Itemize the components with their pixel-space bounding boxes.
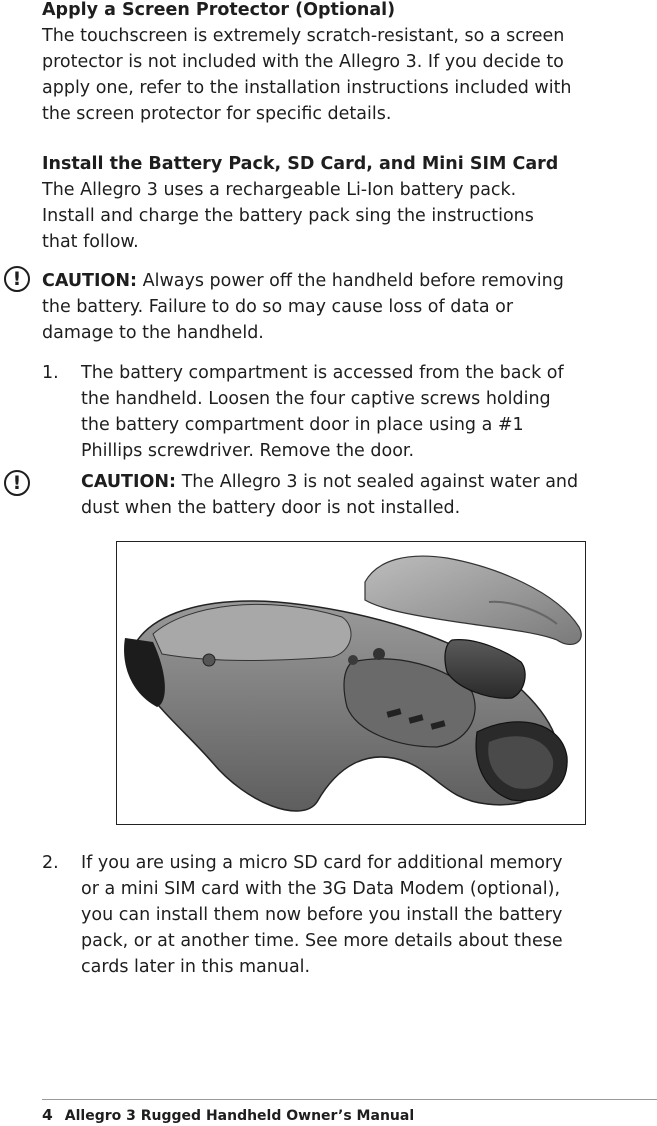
paragraph-line: that follow.	[42, 232, 139, 252]
step-1-text	[81, 360, 653, 464]
paragraph-line: Install and charge the battery pack sing the instructions	[42, 206, 534, 226]
heading-screen-protector: Apply a Screen Protector (Optional)	[42, 0, 396, 20]
paragraph-line: The touchscreen is extremely scratch-resistant, so a screen	[42, 26, 565, 46]
caution-water-dust	[81, 469, 653, 521]
step-line: The battery compartment is accessed from the back of	[81, 363, 564, 383]
caution-icon: !	[4, 470, 30, 496]
page-footer	[42, 1105, 414, 1126]
step-line: pack, or at another time. See more details about these	[81, 931, 563, 951]
caution-power-off	[42, 268, 654, 346]
caution-icon: !	[4, 266, 30, 292]
caution-line: dust when the battery door is not installed.	[81, 498, 461, 518]
step-line: or a mini SIM card with the 3G Data Modem (optional),	[81, 879, 561, 899]
caution-text: Always power off the handheld before removing	[142, 271, 564, 291]
step-line: you can install them now before you install the battery	[81, 905, 563, 925]
step-line: the handheld. Loosen the four captive screws holding	[81, 389, 551, 409]
manual-title: Allegro 3 Rugged Handheld Owner’s Manual	[64, 1108, 415, 1124]
section-screen-protector	[42, 0, 654, 127]
footer-rule	[42, 1099, 657, 1100]
section-battery-install	[42, 151, 654, 255]
caution-label: CAUTION:	[81, 472, 177, 492]
step-number: 2.	[42, 853, 59, 873]
page-number: 4	[42, 1106, 53, 1124]
step-line: Phillips screwdriver. Remove the door.	[81, 441, 415, 461]
heading-battery-install: Install the Battery Pack, SD Card, and Mini SIM Card	[42, 154, 559, 174]
caution-label: CAUTION:	[42, 271, 138, 291]
caution-line: damage to the handheld.	[42, 323, 264, 343]
caution-line: the battery. Failure to do so may cause loss of data or	[42, 297, 514, 317]
step-line: cards later in this manual.	[81, 957, 311, 977]
step-line: If you are using a micro SD card for additional memory	[81, 853, 563, 873]
figure-battery-compartment	[116, 541, 586, 825]
paragraph-line: the screen protector for specific details.	[42, 104, 392, 124]
caution-text: The Allegro 3 is not sealed against water and	[181, 472, 579, 492]
step-line: the battery compartment door in place using a #1	[81, 415, 524, 435]
step-number: 1.	[42, 363, 59, 383]
paragraph-line: The Allegro 3 uses a rechargeable Li-Ion battery pack.	[42, 180, 517, 200]
step-2-text	[81, 850, 653, 980]
paragraph-line: protector is not included with the Allegro 3. If you decide to	[42, 52, 564, 72]
handheld-illustration	[117, 542, 585, 824]
paragraph-line: apply one, refer to the installation instructions included with	[42, 78, 572, 98]
